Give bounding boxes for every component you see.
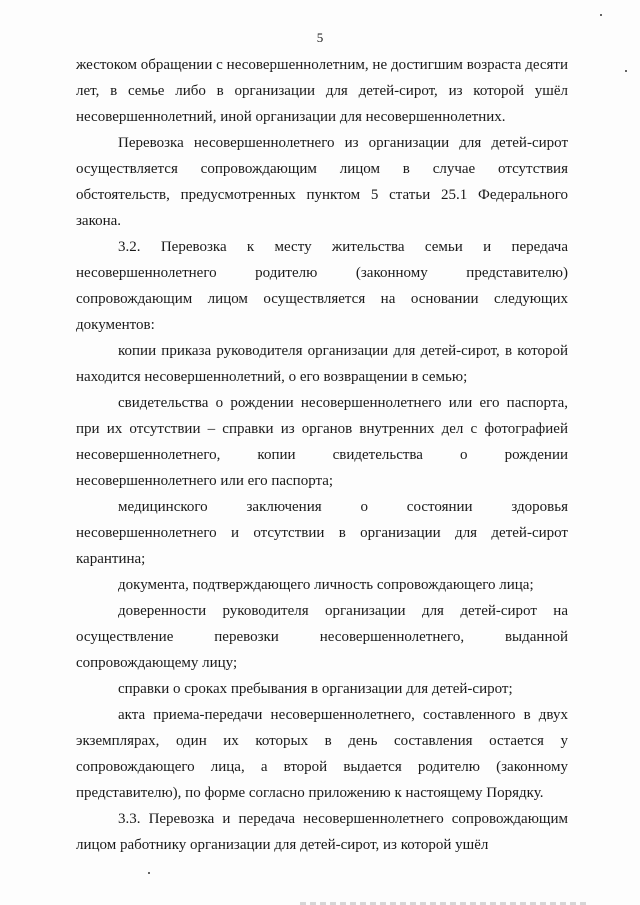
- paragraph: Перевозка несовершеннолетнего из организации для детей-сирот осуществляется сопровождающим лицом в случае отсутствия обстоятельств, предусмотренных пунктом 5 статьи 25.1 Федерального закона.: [76, 135, 568, 229]
- paragraph: 3.3. Перевозка и передача несовершеннолетнего сопровождающим лицом работнику организации для детей-сирот, из которой ушёл: [76, 811, 568, 853]
- paragraph: 3.2. Перевозка к месту жительства семьи и передача несовершеннолетнего родителю (законному представителю) сопровождающим лицом осуществляется на основании следующих документов:: [76, 239, 568, 333]
- paragraph: акта приема-передачи несовершеннолетнего, составленного в двух экземплярах, один их которых в день составления остается у сопровождающего лица, а второй выдается родителю (законному представителю), по форме согласно приложению к настоящему Порядку.: [76, 707, 568, 801]
- scan-speck: [600, 14, 602, 16]
- paragraph: копии приказа руководителя организации для детей-сирот, в которой находится несовершеннолетний, о его возвращении в семью;: [76, 343, 568, 385]
- paragraph: документа, подтверждающего личность сопровождающего лица;: [118, 577, 534, 593]
- paragraph: медицинского заключения о состоянии здоровья несовершеннолетнего и отсутствии в организации для детей-сирот карантина;: [76, 499, 568, 567]
- scan-speck: [148, 872, 150, 874]
- page-number: 5: [316, 30, 324, 45]
- paragraph: доверенности руководителя организации для детей-сирот на осуществление перевозки несовершеннолетнего, выданной сопровождающему лицу;: [76, 603, 568, 671]
- paragraph: жестоком обращении с несовершеннолетним, не достигшим возраста десяти лет, в семье либо в организации для детей-сирот, из которой ушёл несовершеннолетний, иной организации для несовершеннолетних.: [76, 57, 568, 125]
- document-body: [76, 52, 568, 858]
- scan-speck: [625, 70, 627, 72]
- paragraph: справки о сроках пребывания в организации для детей-сирот;: [118, 681, 513, 697]
- paragraph: свидетельства о рождении несовершеннолетнего или его паспорта, при их отсутствии – справки из органов внутренних дел с фотографией несовершеннолетнего, копии свидетельства о рождении несовершеннолетнего или его паспорта;: [76, 395, 568, 489]
